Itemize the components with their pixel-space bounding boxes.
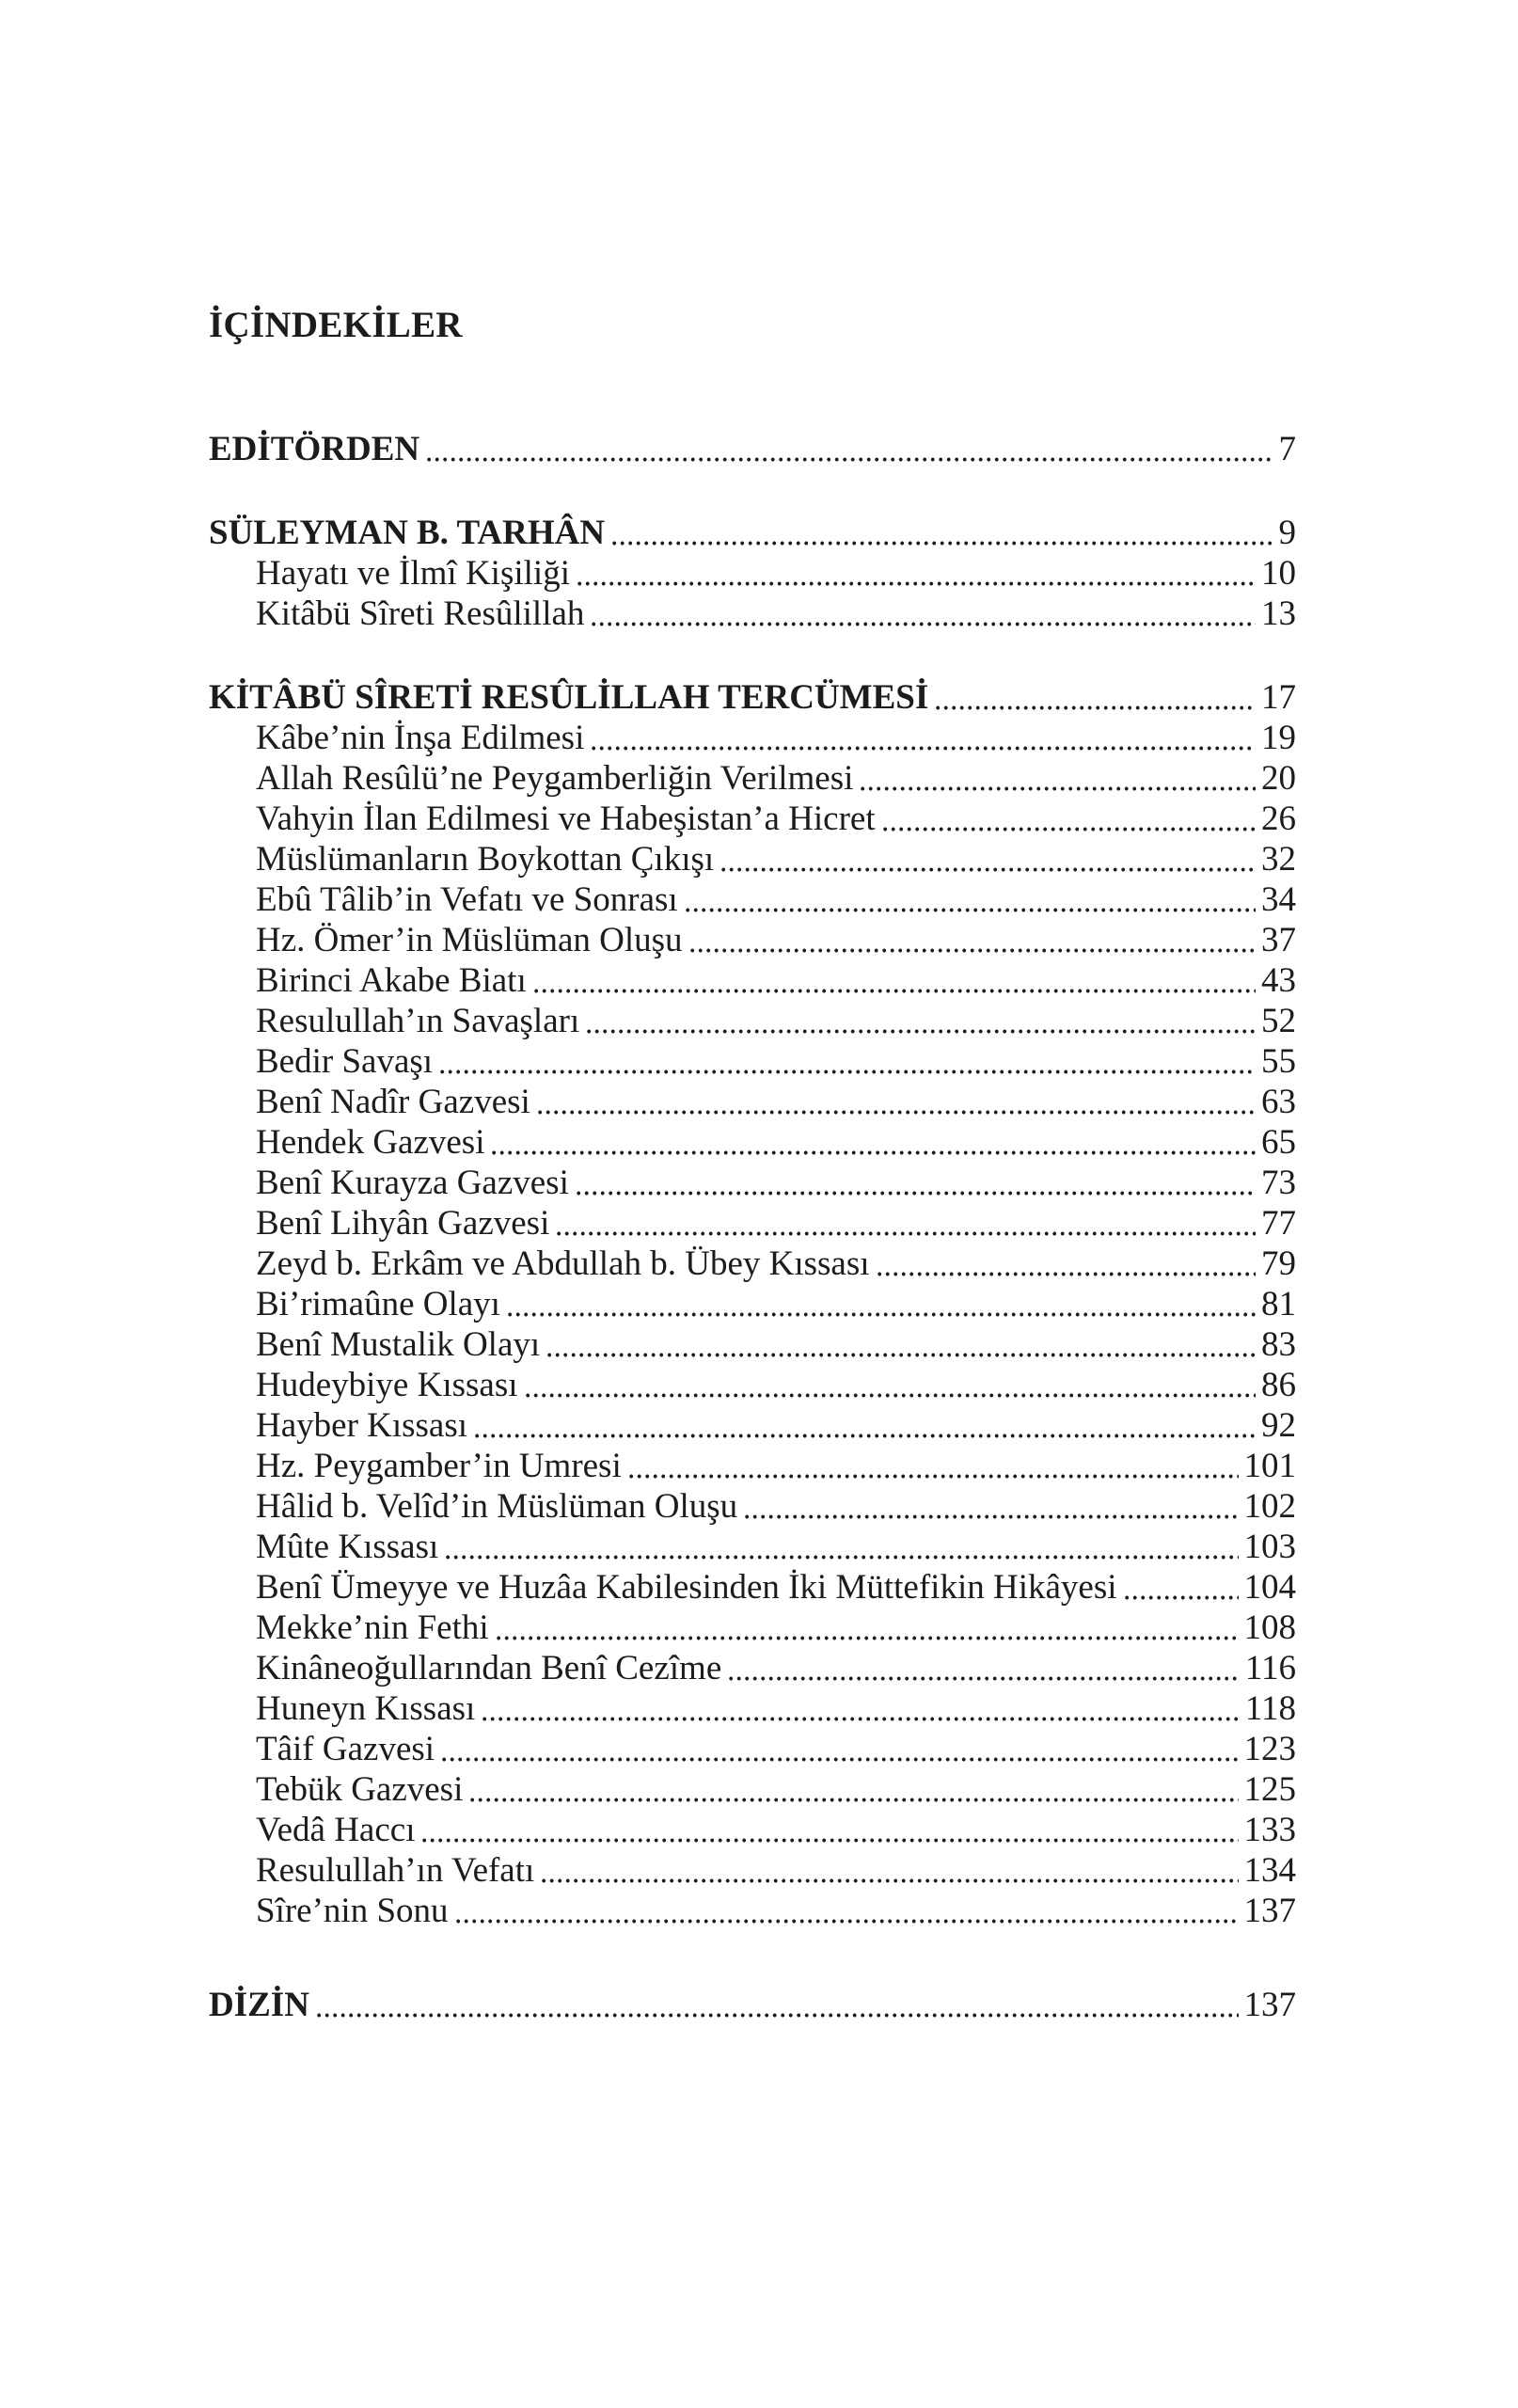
toc-entry-label: Sîre’nin Sonu bbox=[256, 1892, 449, 1930]
toc-entry-label: Zeyd b. Erkâm ve Abdullah b. Übey Kıssası bbox=[256, 1244, 870, 1283]
leader-dots bbox=[317, 2013, 1239, 2018]
leader-dots bbox=[492, 1150, 1256, 1155]
toc-entry-page-number: 9 bbox=[1278, 514, 1296, 552]
leader-dots bbox=[577, 581, 1256, 586]
toc-group bbox=[209, 677, 1296, 1931]
table-of-contents bbox=[209, 429, 1296, 2025]
leader-dots bbox=[721, 867, 1256, 872]
toc-entry-label: Benî Kurayza Gazvesi bbox=[256, 1164, 569, 1202]
toc-entry-page-number: 17 bbox=[1261, 678, 1296, 717]
toc-entry-page-number: 43 bbox=[1261, 961, 1296, 1000]
leader-dots bbox=[508, 1312, 1256, 1317]
leader-dots bbox=[690, 948, 1256, 953]
toc-entry-label: Huneyn Kıssası bbox=[256, 1689, 476, 1728]
leader-dots bbox=[427, 457, 1273, 462]
toc-entry-row bbox=[209, 1405, 1296, 1446]
leader-dots bbox=[745, 1514, 1238, 1519]
toc-entry-label: Tâif Gazvesi bbox=[256, 1730, 435, 1768]
toc-entry-label: Tebük Gazvesi bbox=[256, 1770, 464, 1809]
toc-entry-label: Hayatı ve İlmî Kişiliği bbox=[256, 554, 570, 593]
toc-entry-label: Benî Nadîr Gazvesi bbox=[256, 1083, 530, 1121]
leader-dots bbox=[526, 1393, 1257, 1398]
leader-dots bbox=[729, 1676, 1240, 1681]
toc-entry-page-number: 55 bbox=[1261, 1042, 1296, 1081]
toc-entry-label: Kâbe’nin İnşa Edilmesi bbox=[256, 719, 585, 757]
toc-entry-row bbox=[209, 1891, 1296, 1931]
toc-entry-row bbox=[209, 553, 1296, 594]
toc-entry-page-number: 83 bbox=[1261, 1325, 1296, 1364]
toc-entry-row bbox=[209, 879, 1296, 920]
toc-entry-label: Birinci Akabe Biatı bbox=[256, 961, 527, 1000]
toc-entry-row bbox=[209, 1203, 1296, 1244]
toc-entry-label: Allah Resûlü’ne Peygamberliğin Verilmesi bbox=[256, 759, 854, 798]
leader-dots bbox=[592, 746, 1256, 751]
toc-entry-label: Mekke’nin Fethi bbox=[256, 1608, 489, 1647]
toc-entry-label: Resulullah’ın Vefatı bbox=[256, 1851, 535, 1890]
toc-entry-row bbox=[209, 1082, 1296, 1122]
toc-entry-page-number: 101 bbox=[1243, 1447, 1296, 1485]
leader-dots bbox=[497, 1636, 1239, 1640]
toc-entry-page-number: 92 bbox=[1261, 1406, 1296, 1445]
leader-dots bbox=[629, 1474, 1239, 1479]
toc-entry-row bbox=[209, 920, 1296, 960]
leader-dots bbox=[475, 1434, 1256, 1438]
leader-dots bbox=[592, 622, 1256, 626]
toc-entry-page-number: 125 bbox=[1243, 1770, 1296, 1809]
toc-entry-label: Benî Mustalik Olayı bbox=[256, 1325, 541, 1364]
toc-entry-row bbox=[209, 799, 1296, 839]
leader-dots bbox=[534, 989, 1256, 993]
toc-entry-page-number: 77 bbox=[1261, 1204, 1296, 1243]
toc-entry-label: Hz. Ömer’in Müslüman Oluşu bbox=[256, 921, 683, 959]
toc-group bbox=[209, 513, 1296, 634]
toc-section-row bbox=[209, 677, 1296, 718]
toc-entry-page-number: 103 bbox=[1243, 1528, 1296, 1566]
toc-entry-page-number: 26 bbox=[1261, 800, 1296, 838]
toc-entry-row bbox=[209, 1486, 1296, 1527]
toc-entry-page-number: 63 bbox=[1261, 1083, 1296, 1121]
toc-entry-page-number: 134 bbox=[1243, 1851, 1296, 1890]
leader-dots bbox=[542, 1878, 1238, 1883]
toc-entry-label: Hendek Gazvesi bbox=[256, 1123, 485, 1162]
toc-entry-page-number: 52 bbox=[1261, 1002, 1296, 1040]
toc-entry-row bbox=[209, 839, 1296, 879]
leader-dots bbox=[538, 1110, 1256, 1115]
leader-dots bbox=[936, 705, 1256, 710]
leader-dots bbox=[577, 1191, 1256, 1196]
toc-entry-page-number: 137 bbox=[1243, 1892, 1296, 1930]
leader-dots bbox=[587, 1029, 1256, 1034]
toc-entry-page-number: 10 bbox=[1261, 554, 1296, 593]
toc-entry-label: Hz. Peygamber’in Umresi bbox=[256, 1447, 622, 1485]
toc-entry-label: Hâlid b. Velîd’in Müslüman Oluşu bbox=[256, 1487, 738, 1526]
toc-entry-row bbox=[209, 1648, 1296, 1688]
toc-entry-row bbox=[209, 1527, 1296, 1567]
toc-entry-label: Bedir Savaşı bbox=[256, 1042, 434, 1081]
toc-entry-label: Hudeybiye Kıssası bbox=[256, 1366, 518, 1404]
leader-dots bbox=[612, 541, 1273, 546]
toc-entry-label: SÜLEYMAN B. TARHÂN bbox=[209, 514, 606, 552]
toc-entry-label: Mûte Kıssası bbox=[256, 1528, 439, 1566]
toc-entry-label: Resulullah’ın Savaşları bbox=[256, 1002, 580, 1040]
toc-entry-row bbox=[209, 594, 1296, 634]
toc-entry-label: Müslümanların Boykottan Çıkışı bbox=[256, 840, 715, 879]
toc-entry-page-number: 7 bbox=[1278, 430, 1296, 468]
leader-dots bbox=[1125, 1595, 1239, 1600]
toc-entry-row bbox=[209, 1001, 1296, 1041]
toc-entry-row bbox=[209, 1729, 1296, 1769]
toc-entry-row bbox=[209, 758, 1296, 799]
toc-entry-page-number: 37 bbox=[1261, 921, 1296, 959]
toc-entry-row bbox=[209, 1850, 1296, 1891]
toc-entry-page-number: 133 bbox=[1243, 1811, 1296, 1849]
toc-entry-page-number: 123 bbox=[1243, 1730, 1296, 1768]
toc-entry-page-number: 19 bbox=[1261, 719, 1296, 757]
leader-dots bbox=[557, 1231, 1256, 1236]
toc-entry-row bbox=[209, 1810, 1296, 1850]
toc-entry-row bbox=[209, 1567, 1296, 1608]
toc-entry-label: EDİTÖRDEN bbox=[209, 430, 420, 468]
toc-entry-row bbox=[209, 960, 1296, 1001]
leader-dots bbox=[470, 1798, 1238, 1802]
toc-entry-row bbox=[209, 1041, 1296, 1082]
toc-section-row bbox=[209, 429, 1296, 469]
toc-entry-page-number: 86 bbox=[1261, 1366, 1296, 1404]
toc-entry-page-number: 108 bbox=[1243, 1608, 1296, 1647]
leader-dots bbox=[883, 827, 1256, 832]
toc-entry-page-number: 32 bbox=[1261, 840, 1296, 879]
toc-entry-label: KİTÂBÜ SÎRETİ RESÛLİLLAH TERCÜMESİ bbox=[209, 678, 929, 717]
toc-entry-page-number: 118 bbox=[1244, 1689, 1296, 1728]
toc-entry-row bbox=[209, 1163, 1296, 1203]
toc-group bbox=[209, 429, 1296, 469]
toc-entry-label: Vahyin İlan Edilmesi ve Habeşistan’a Hicret bbox=[256, 800, 876, 838]
toc-entry-row bbox=[209, 1446, 1296, 1486]
leader-dots bbox=[547, 1353, 1256, 1357]
toc-entry-page-number: 137 bbox=[1243, 1986, 1296, 2024]
toc-entry-label: Ebû Tâlib’in Vefatı ve Sonrası bbox=[256, 880, 678, 919]
toc-entry-row bbox=[209, 1688, 1296, 1729]
leader-dots bbox=[456, 1919, 1239, 1924]
toc-entry-row bbox=[209, 1244, 1296, 1284]
toc-entry-page-number: 13 bbox=[1261, 594, 1296, 633]
leader-dots bbox=[446, 1555, 1238, 1560]
toc-entry-label: Hayber Kıssası bbox=[256, 1406, 468, 1445]
toc-entry-label: Benî Lihyân Gazvesi bbox=[256, 1204, 550, 1243]
toc-entry-page-number: 104 bbox=[1243, 1568, 1296, 1607]
toc-section-row bbox=[209, 513, 1296, 553]
leader-dots bbox=[440, 1069, 1256, 1074]
toc-entry-page-number: 20 bbox=[1261, 759, 1296, 798]
leader-dots bbox=[878, 1272, 1256, 1276]
toc-group bbox=[209, 1985, 1296, 2025]
toc-entry-row bbox=[209, 1324, 1296, 1365]
toc-entry-label: Bi’rimaûne Olayı bbox=[256, 1285, 500, 1323]
page-title: İÇİNDEKİLER bbox=[209, 305, 463, 345]
toc-section-row bbox=[209, 1985, 1296, 2025]
toc-entry-row bbox=[209, 1365, 1296, 1405]
leader-dots bbox=[442, 1757, 1238, 1762]
leader-dots bbox=[422, 1838, 1238, 1843]
toc-entry-page-number: 81 bbox=[1261, 1285, 1296, 1323]
toc-entry-row bbox=[209, 1122, 1296, 1163]
toc-entry-row bbox=[209, 1608, 1296, 1648]
leader-dots bbox=[861, 786, 1256, 791]
toc-entry-label: Benî Ümeyye ve Huzâa Kabilesinden İki Müttefikin Hikâyesi bbox=[256, 1568, 1117, 1607]
toc-entry-page-number: 65 bbox=[1261, 1123, 1296, 1162]
toc-entry-label: Kinâneoğullarından Benî Cezîme bbox=[256, 1649, 722, 1687]
toc-entry-label: Vedâ Haccı bbox=[256, 1811, 416, 1849]
toc-entry-page-number: 73 bbox=[1261, 1164, 1296, 1202]
toc-entry-page-number: 79 bbox=[1261, 1244, 1296, 1283]
toc-entry-page-number: 34 bbox=[1261, 880, 1296, 919]
leader-dots bbox=[482, 1717, 1240, 1721]
toc-entry-row bbox=[209, 1769, 1296, 1810]
toc-entry-row bbox=[209, 718, 1296, 758]
toc-entry-page-number: 102 bbox=[1243, 1487, 1296, 1526]
toc-entry-page-number: 116 bbox=[1244, 1649, 1296, 1687]
toc-entry-label: DİZİN bbox=[209, 1986, 309, 2024]
book-page bbox=[209, 305, 1296, 2025]
toc-entry-row bbox=[209, 1284, 1296, 1324]
leader-dots bbox=[686, 908, 1256, 912]
toc-entry-label: Kitâbü Sîreti Resûlillah bbox=[256, 594, 585, 633]
